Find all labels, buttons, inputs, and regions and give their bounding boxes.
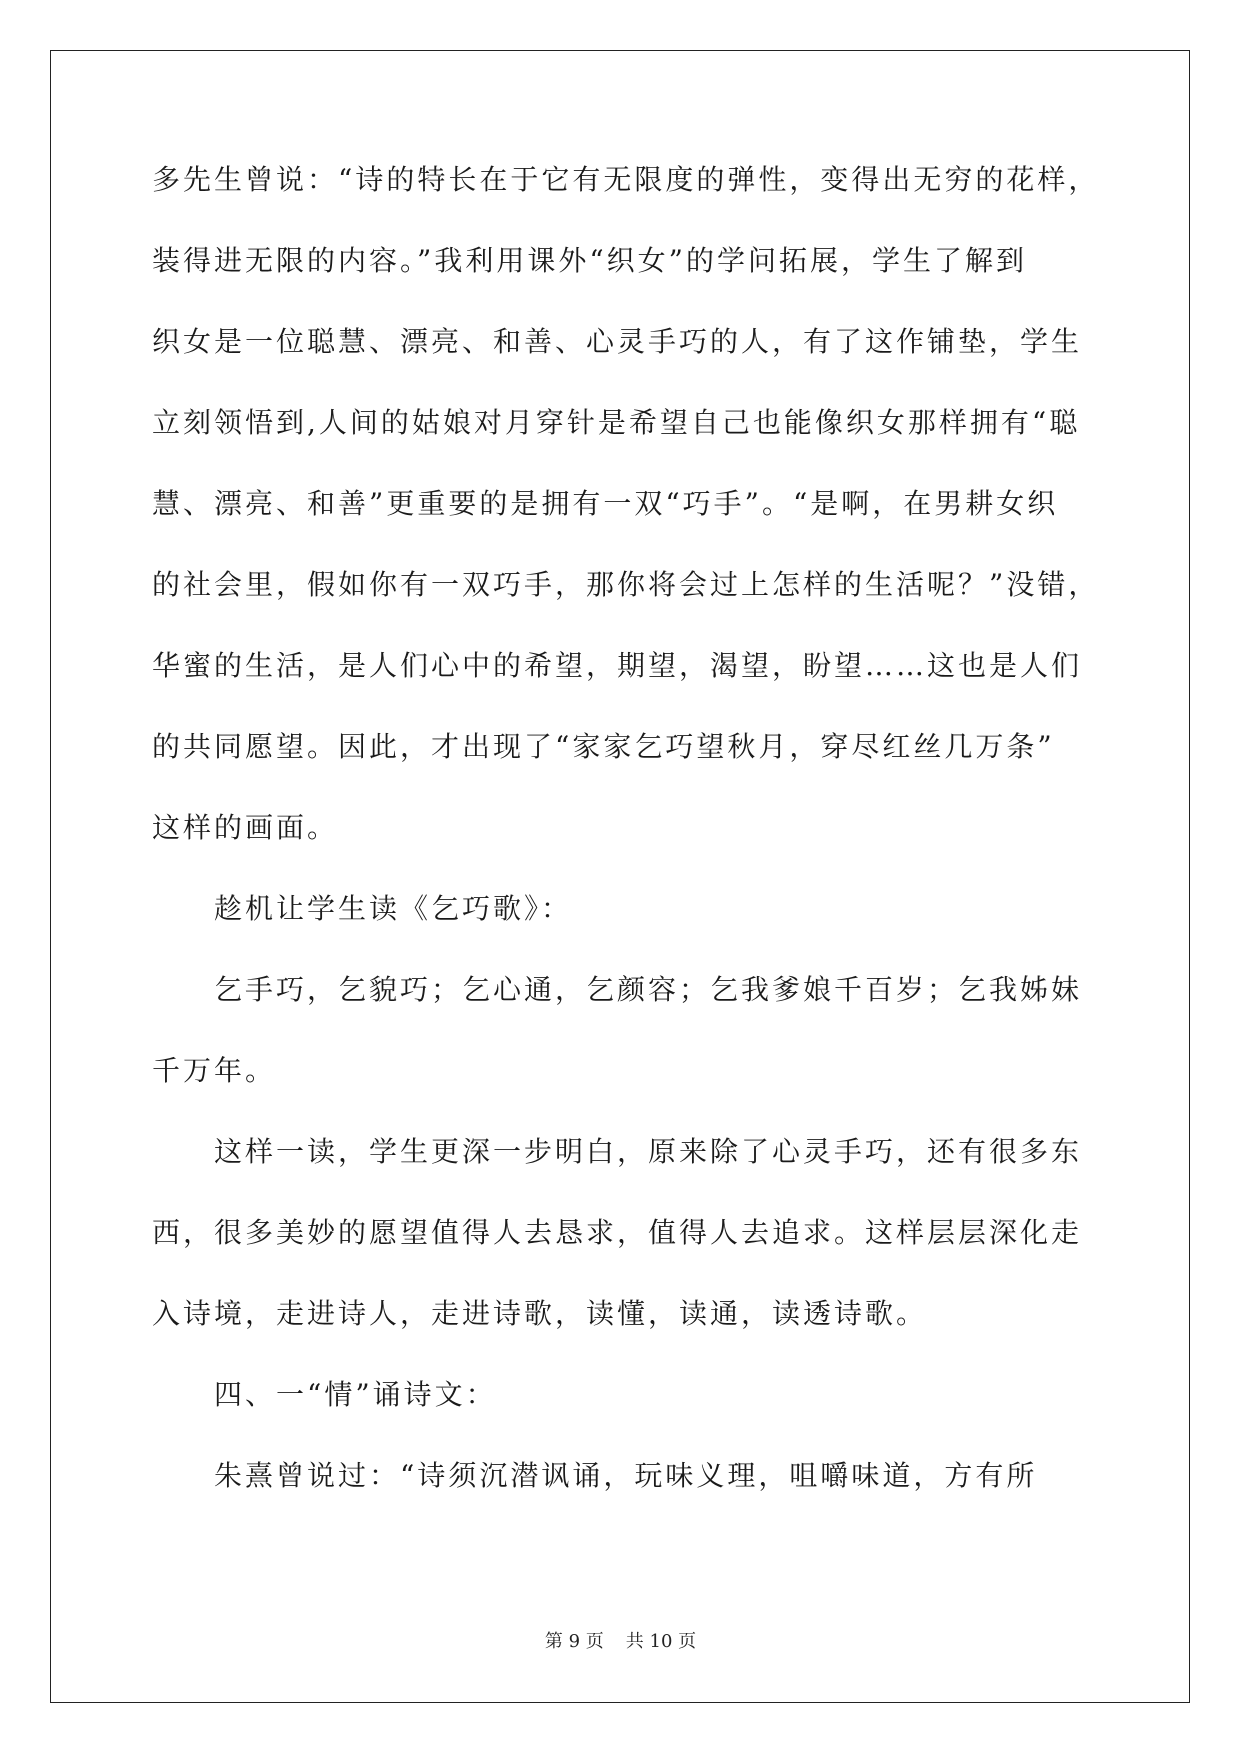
page-total: 共 10 页 <box>625 1631 697 1652</box>
poem-line: 乞手巧，乞貌巧；乞心通，乞颜容；乞我爹娘千百岁；乞我姊妹 <box>214 973 1083 1006</box>
text-line: 织女是一位聪慧、漂亮、和善、心灵手巧的人，有了这作铺垫，学生 <box>152 325 1083 358</box>
text-line: 这样的画面。 <box>152 811 339 844</box>
text-line: 装得进无限的内容。”我利用课外“织女”的学问拓展，学生了解到 <box>152 244 1027 277</box>
section-heading: 四、一“情”诵诗文： <box>214 1378 497 1411</box>
poem-line: 千万年。 <box>152 1054 277 1087</box>
page-footer <box>0 1627 1241 1653</box>
text-line: 华蜜的生活，是人们心中的希望，期望，渴望，盼望……这也是人们 <box>152 649 1083 682</box>
text-line: 入诗境，走进诗人，走进诗歌，读懂，读通，读透诗歌。 <box>152 1297 928 1330</box>
document-body <box>152 160 1100 1537</box>
paragraph-line: 趁机让学生读《乞巧歌》： <box>214 892 573 925</box>
text-line: 立刻领悟到,人间的姑娘对月穿针是希望自己也能像织女那样拥有“聪 <box>152 406 1081 439</box>
text-line: 的社会里，假如你有一双巧手，那你将会过上怎样的生活呢？”没错， <box>152 568 1100 601</box>
text-line: 慧、漂亮、和善”更重要的是拥有一双“巧手”。“是啊，在男耕女织 <box>152 487 1059 520</box>
text-line: 西，很多美妙的愿望值得人去恳求，值得人去追求。这样层层深化走 <box>152 1216 1083 1249</box>
text-line: 的共同愿望。因此，才出现了“家家乞巧望秋月，穿尽红丝几万条” <box>152 730 1055 763</box>
paragraph-line: 朱熹曾说过：“诗须沉潜讽诵，玩味义理，咀嚼味道，方有所 <box>214 1459 1038 1492</box>
page-number: 第 9 页 <box>544 1631 604 1652</box>
text-line: 多先生曾说：“诗的特长在于它有无限度的弹性，变得出无穷的花样， <box>152 163 1100 196</box>
paragraph-line: 这样一读，学生更深一步明白，原来除了心灵手巧，还有很多东 <box>214 1135 1083 1168</box>
